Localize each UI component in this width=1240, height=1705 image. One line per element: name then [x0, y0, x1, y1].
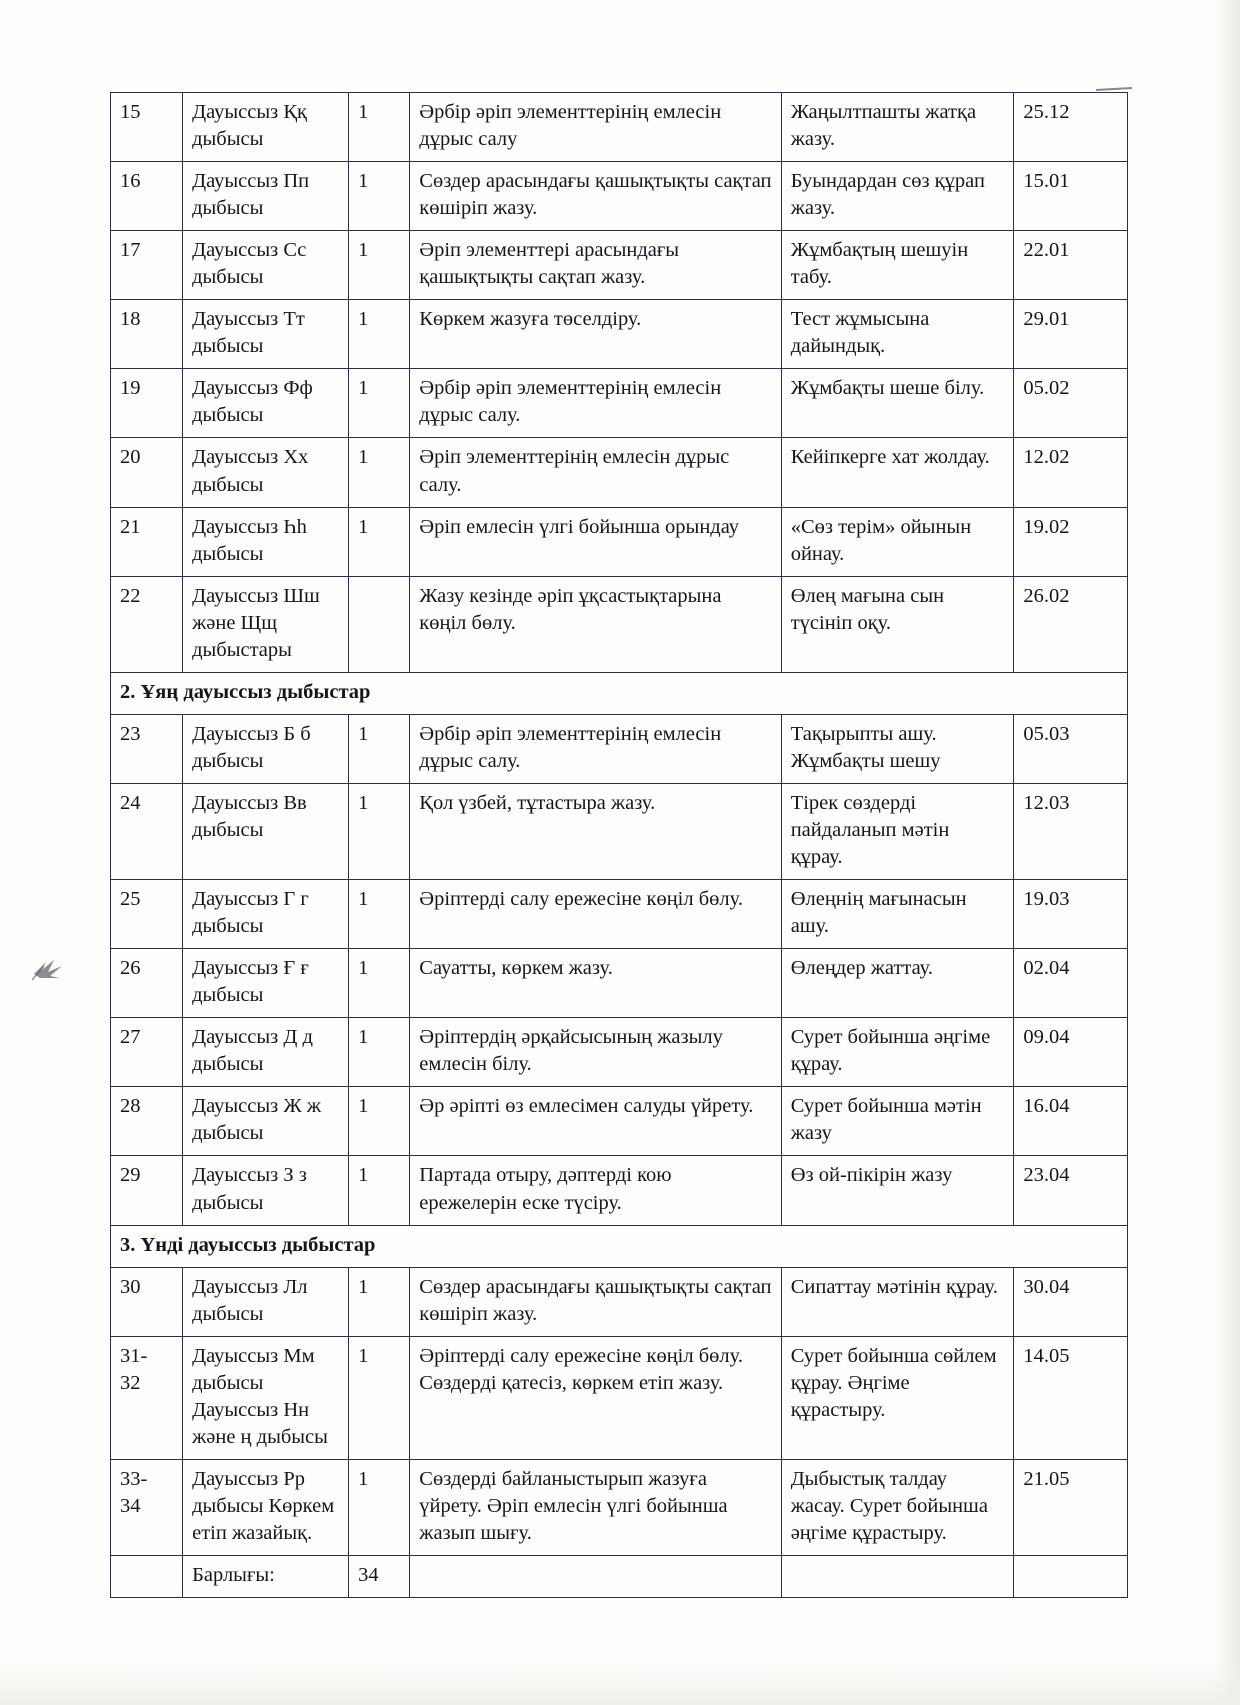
cell-date — [1014, 1556, 1128, 1598]
table-row — [111, 231, 1128, 300]
table-row — [111, 880, 1128, 949]
cell-aim: Сөздер арасындағы қашықтықты сақтап көшіріп жазу. — [410, 162, 781, 231]
cell-date: 09.04 — [1014, 1018, 1128, 1087]
cell-number — [111, 1556, 183, 1598]
cell-number: 21 — [111, 507, 183, 576]
section-row — [111, 672, 1128, 714]
cell-hours: 1 — [349, 1087, 410, 1156]
cell-aim: Әрбір әріп элементтерінің емлесін дұрыс салу. — [410, 714, 781, 783]
table-row — [111, 369, 1128, 438]
table-row — [111, 1018, 1128, 1087]
cell-aim: Сөздерді байланыстырып жазуға үйрету. Әріп емлесін үлгі бойынша жазып шығу. — [410, 1459, 781, 1555]
cell-task: «Сөз терім» ойынын ойнау. — [781, 507, 1014, 576]
cell-aim: Әрбір әріп элементтерінің емлесін дұрыс салу. — [410, 369, 781, 438]
cell-task: Сурет бойынша сөйлем құрау. Әңгіме құрастыру. — [781, 1336, 1014, 1459]
cell-topic: Дауыссыз Ғ ғ дыбысы — [183, 949, 349, 1018]
cell-hours — [349, 576, 410, 672]
table-row — [111, 949, 1128, 1018]
plan-table — [110, 92, 1128, 1598]
cell-task: Сипаттау мәтінін құрау. — [781, 1267, 1014, 1336]
cell-topic: Дауыссыз Б б дыбысы — [183, 714, 349, 783]
cell-task: Тест жұмысына дайындық. — [781, 300, 1014, 369]
cell-task: Буындардан сөз құрап жазу. — [781, 162, 1014, 231]
cell-topic: Дауыссыз Ққ дыбысы — [183, 93, 349, 162]
cell-hours: 1 — [349, 880, 410, 949]
cell-date: 19.03 — [1014, 880, 1128, 949]
cell-number: 28 — [111, 1087, 183, 1156]
cell-number: 31- 32 — [111, 1336, 183, 1459]
cell-aim: Көркем жазуға төселдіру. — [410, 300, 781, 369]
cell-number: 24 — [111, 783, 183, 879]
cell-date: 02.04 — [1014, 949, 1128, 1018]
cell-aim — [410, 1556, 781, 1598]
cell-number: 18 — [111, 300, 183, 369]
table-row — [111, 1087, 1128, 1156]
cell-topic: Барлығы: — [183, 1556, 349, 1598]
cell-hours: 1 — [349, 507, 410, 576]
cell-hours: 1 — [349, 438, 410, 507]
cell-date: 16.04 — [1014, 1087, 1128, 1156]
cell-hours: 1 — [349, 231, 410, 300]
section-title: 3. Үнді дауыссыз дыбыстар — [111, 1225, 1128, 1267]
cell-aim: Әріп элементтерінің емлесін дұрыс салу. — [410, 438, 781, 507]
cell-hours: 1 — [349, 949, 410, 1018]
cell-topic: Дауыссыз Ж ж дыбысы — [183, 1087, 349, 1156]
cell-date: 29.01 — [1014, 300, 1128, 369]
cell-number: 26 — [111, 949, 183, 1018]
cell-hours: 1 — [349, 1156, 410, 1225]
scan-edge-right — [1214, 0, 1240, 1705]
cell-number: 30 — [111, 1267, 183, 1336]
cell-date: 14.05 — [1014, 1336, 1128, 1459]
cell-aim: Сауатты, көркем жазу. — [410, 949, 781, 1018]
cell-task: Өз ой-пікірін жазу — [781, 1156, 1014, 1225]
cell-number: 25 — [111, 880, 183, 949]
cell-aim: Әр әріпті өз емлесімен салуды үйрету. — [410, 1087, 781, 1156]
cell-aim: Әріп элементтері арасындағы қашықтықты сақтап жазу. — [410, 231, 781, 300]
cell-task: Жұмбақтың шешуін табу. — [781, 231, 1014, 300]
cell-hours: 1 — [349, 300, 410, 369]
cell-hours: 1 — [349, 1018, 410, 1087]
table-row — [111, 714, 1128, 783]
scan-artifact-smudge — [32, 956, 66, 982]
table-row — [111, 1156, 1128, 1225]
cell-number: 20 — [111, 438, 183, 507]
cell-number: 33- 34 — [111, 1459, 183, 1555]
cell-date: 26.02 — [1014, 576, 1128, 672]
table-row — [111, 300, 1128, 369]
cell-number: 29 — [111, 1156, 183, 1225]
cell-task: Жаңылтпашты жатқа жазу. — [781, 93, 1014, 162]
section-title: 2. Ұяң дауыссыз дыбыстар — [111, 672, 1128, 714]
table-row — [111, 1267, 1128, 1336]
cell-date: 15.01 — [1014, 162, 1128, 231]
cell-aim: Әріп емлесін үлгі бойынша орындау — [410, 507, 781, 576]
cell-topic: Дауыссыз Мм дыбысы Дауыссыз Нн және ң дыбысы — [183, 1336, 349, 1459]
cell-topic: Дауыссыз Рр дыбысы Көркем етіп жазайық. — [183, 1459, 349, 1555]
cell-topic: Дауыссыз Хх дыбысы — [183, 438, 349, 507]
cell-topic: Дауыссыз Вв дыбысы — [183, 783, 349, 879]
cell-hours: 1 — [349, 1459, 410, 1555]
cell-date: 25.12 — [1014, 93, 1128, 162]
cell-aim: Әріптердің әрқайсысының жазылу емлесін білу. — [410, 1018, 781, 1087]
cell-date: 22.01 — [1014, 231, 1128, 300]
cell-task: Дыбыстық талдау жасау. Сурет бойынша әңгіме құрастыру. — [781, 1459, 1014, 1555]
table-row — [111, 438, 1128, 507]
table-row — [111, 783, 1128, 879]
cell-hours: 1 — [349, 93, 410, 162]
cell-topic: Дауыссыз Пп дыбысы — [183, 162, 349, 231]
cell-aim: Қол үзбей, тұтастыра жазу. — [410, 783, 781, 879]
cell-aim: Партада отыру, дәптерді кою ережелерін еске түсіру. — [410, 1156, 781, 1225]
cell-hours: 1 — [349, 1267, 410, 1336]
cell-date: 12.03 — [1014, 783, 1128, 879]
cell-topic: Дауыссыз Һһ дыбысы — [183, 507, 349, 576]
scan-artifact-dash — [1096, 87, 1132, 91]
cell-date: 21.05 — [1014, 1459, 1128, 1555]
cell-task: Жұмбақты шеше білу. — [781, 369, 1014, 438]
cell-topic: Дауыссыз Г г дыбысы — [183, 880, 349, 949]
cell-topic: Дауыссыз Шш және Щщ дыбыстары — [183, 576, 349, 672]
table-row — [111, 576, 1128, 672]
cell-number: 19 — [111, 369, 183, 438]
cell-hours: 1 — [349, 714, 410, 783]
cell-aim: Жазу кезінде әріп ұқсастықтарына көңіл бөлу. — [410, 576, 781, 672]
cell-hours: 1 — [349, 162, 410, 231]
cell-task: Кейіпкерге хат жолдау. — [781, 438, 1014, 507]
cell-task: Өлеңнің мағынасын ашу. — [781, 880, 1014, 949]
cell-date: 19.02 — [1014, 507, 1128, 576]
cell-task: Тақырыпты ашу. Жұмбақты шешу — [781, 714, 1014, 783]
cell-topic: Дауыссыз Фф дыбысы — [183, 369, 349, 438]
cell-topic: Дауыссыз Лл дыбысы — [183, 1267, 349, 1336]
cell-date: 12.02 — [1014, 438, 1128, 507]
cell-hours: 1 — [349, 369, 410, 438]
cell-aim: Әрбір әріп элементтерінің емлесін дұрыс салу — [410, 93, 781, 162]
cell-hours: 1 — [349, 783, 410, 879]
cell-aim: Әріптерді салу ережесіне көңіл бөлу. Сөздерді қатесіз, көркем етіп жазу. — [410, 1336, 781, 1459]
cell-topic: Дауыссыз З з дыбысы — [183, 1156, 349, 1225]
cell-hours: 34 — [349, 1556, 410, 1598]
section-row — [111, 1225, 1128, 1267]
table-row — [111, 1459, 1128, 1555]
cell-number: 22 — [111, 576, 183, 672]
cell-task: Сурет бойынша мәтін жазу — [781, 1087, 1014, 1156]
table-row — [111, 162, 1128, 231]
cell-aim: Әріптерді салу ережесіне көңіл бөлу. — [410, 880, 781, 949]
total-row — [111, 1556, 1128, 1598]
cell-task — [781, 1556, 1014, 1598]
table-row — [111, 507, 1128, 576]
cell-task: Сурет бойынша әңгіме құрау. — [781, 1018, 1014, 1087]
cell-date: 23.04 — [1014, 1156, 1128, 1225]
cell-topic: Дауыссыз Д д дыбысы — [183, 1018, 349, 1087]
cell-number: 17 — [111, 231, 183, 300]
scan-edge-bottom — [0, 1665, 1240, 1705]
cell-date: 30.04 — [1014, 1267, 1128, 1336]
cell-number: 23 — [111, 714, 183, 783]
cell-number: 27 — [111, 1018, 183, 1087]
table-row — [111, 1336, 1128, 1459]
cell-topic: Дауыссыз Тт дыбысы — [183, 300, 349, 369]
cell-task: Өлең мағына сын түсініп оқу. — [781, 576, 1014, 672]
cell-task: Тірек сөздерді пайдаланып мәтін құрау. — [781, 783, 1014, 879]
cell-topic: Дауыссыз Сс дыбысы — [183, 231, 349, 300]
cell-number: 15 — [111, 93, 183, 162]
cell-aim: Сөздер арасындағы қашықтықты сақтап көшіріп жазу. — [410, 1267, 781, 1336]
cell-hours: 1 — [349, 1336, 410, 1459]
cell-date: 05.03 — [1014, 714, 1128, 783]
cell-number: 16 — [111, 162, 183, 231]
table-row — [111, 93, 1128, 162]
cell-task: Өлеңдер жаттау. — [781, 949, 1014, 1018]
cell-date: 05.02 — [1014, 369, 1128, 438]
